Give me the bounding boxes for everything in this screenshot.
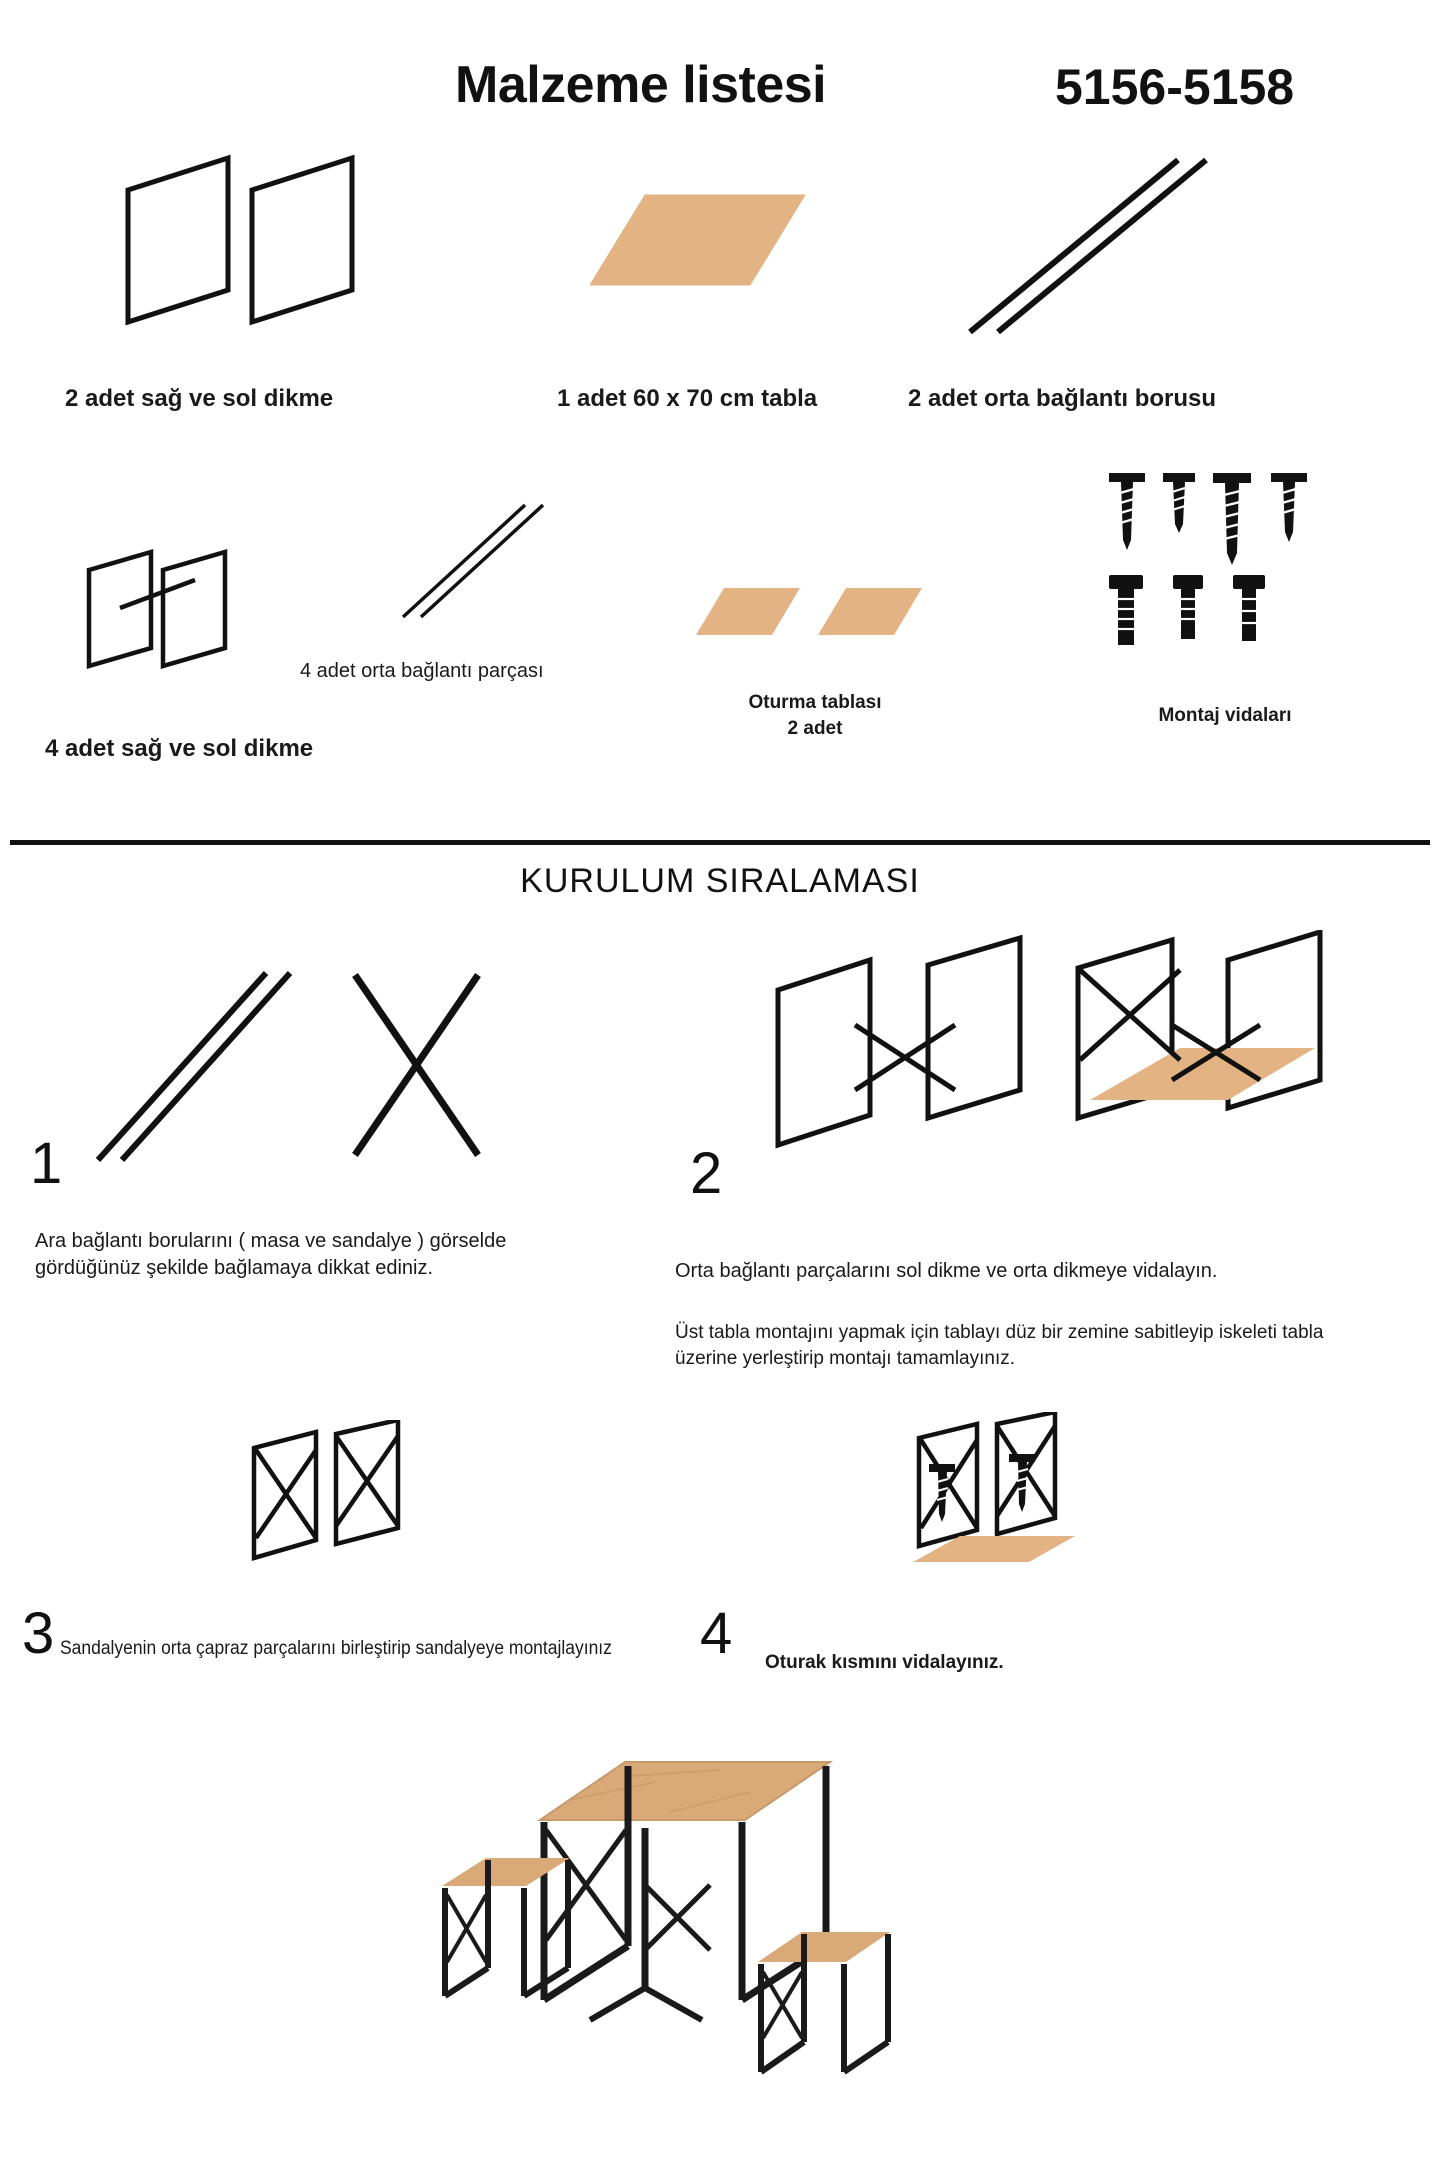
step-text-4: Oturak kısmını vidalayınız.: [765, 1652, 1004, 1673]
interlocked-frames-icon: [75, 540, 255, 685]
assembled-table-and-stools-illustration: [420, 1700, 1040, 2120]
section-divider: [10, 840, 1430, 845]
material-label-middle-connectors: 4 adet orta bağlantı parçası: [300, 660, 544, 682]
step-text-2a: Orta bağlantı parçalarını sol dikme ve orta dikmeye vidalayın.: [675, 1260, 1218, 1282]
step-number-4: 4: [700, 1601, 733, 1666]
material-label-seat-boards-line1: Oturma tablası: [748, 692, 882, 713]
step-text-2b: Üst tabla montajını yapmak için tablayı düz bir zemine sabitleyip iskeleti tabla üzerine yerleştirip montajı tamamlayınız.: [675, 1322, 1324, 1369]
material-label-seat-boards-line2: 2 adet: [787, 718, 843, 739]
tubes-and-cross-icon: [70, 955, 520, 1185]
material-label-right-left-posts-4: 4 adet sağ ve sol dikme: [45, 735, 314, 762]
two-tubes-icon: [960, 140, 1220, 340]
frame-pair-and-tabletop-icon: [760, 930, 1360, 1180]
two-wood-seats-icon: [690, 570, 940, 655]
material-label-middle-tubes: 2 adet orta bağlantı borusu: [908, 385, 1217, 412]
two-thin-tubes-icon: [395, 495, 555, 625]
step-number-2: 2: [690, 1141, 723, 1206]
step-number-3: 3: [22, 1601, 55, 1666]
page-title: Malzeme listesi: [455, 56, 827, 114]
step-number-1: 1: [30, 1131, 63, 1196]
material-label-tabletop: 1 adet 60 x 70 cm tabla: [557, 385, 818, 412]
assembly-section-title: KURULUM SIRALAMASI: [520, 862, 920, 900]
wood-panel-icon: [570, 175, 820, 300]
material-label-right-left-posts-2: 2 adet sağ ve sol dikme: [65, 385, 334, 412]
step-text-1: Ara bağlantı borularını ( masa ve sandalye ) görselde gördüğünüz şekilde bağlamaya dikkat ediniz.: [35, 1230, 507, 1279]
screws-icon: [1095, 465, 1355, 665]
chair-frame-icon: [240, 1420, 460, 1580]
step-text-3: Sandalyenin orta çapraz parçalarını birleştirip sandalyeye montajlayınız: [60, 1638, 612, 1659]
chair-seat-screws-icon: [905, 1412, 1135, 1597]
two-frames-icon: [100, 140, 400, 330]
product-code: 5156-5158: [1055, 59, 1295, 115]
material-label-assembly-screws: Montaj vidaları: [1158, 705, 1292, 726]
